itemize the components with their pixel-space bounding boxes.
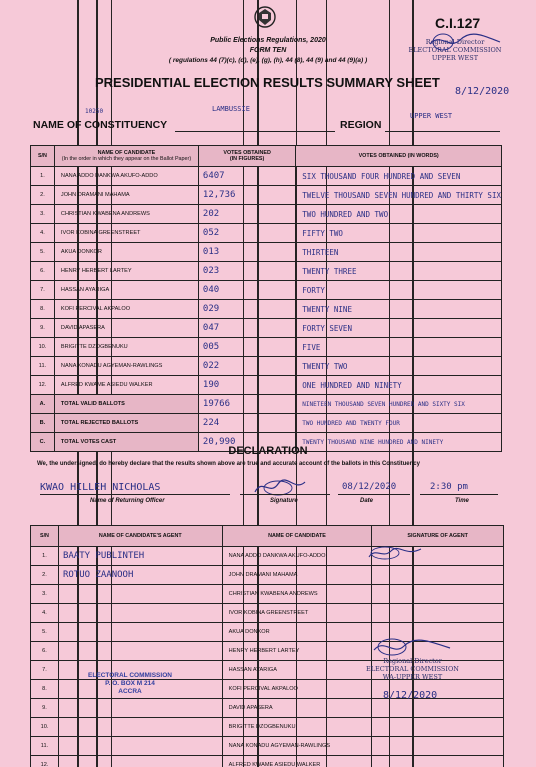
agent-sn: 11. [31, 737, 59, 756]
date-label: Date [360, 498, 374, 504]
agent-row [31, 585, 504, 604]
agent-signature-cell [372, 604, 504, 623]
agent-row [31, 737, 504, 756]
result-row [31, 243, 502, 262]
result-row [31, 262, 502, 281]
constituency-underline [175, 131, 335, 132]
total-sn: C. [31, 433, 55, 452]
agent-name [58, 623, 222, 642]
time-underline [420, 494, 498, 495]
agent-candidate: NANA KONADU AGYEMAN-RAWLINGS [222, 737, 372, 756]
regional-director-stamp: Regional Director ELECTORAL COMMISSION UPPER WEST [408, 38, 502, 62]
result-votes-words: FORTY SEVEN [296, 319, 502, 338]
agent-name [58, 737, 222, 756]
col-sn-header: S/N [31, 146, 55, 167]
result-votes-words: TWO HUNDRED AND TWO [296, 205, 502, 224]
result-sn: 2. [31, 186, 55, 205]
agent-col-signature-header: SIGNATURE OF AGENT [372, 526, 504, 547]
agent-candidate: CHRISTIAN KWABENA ANDREWS [222, 585, 372, 604]
result-votes-figures: 023 [198, 262, 295, 281]
result-sn: 4. [31, 224, 55, 243]
result-row [31, 167, 502, 186]
total-votes-words: TWO HUNDRED AND TWENTY FOUR [296, 414, 502, 433]
declaration-title: DECLARATION [228, 445, 308, 457]
officer-underline [40, 494, 230, 495]
constituency-value: LAMBUSSIE [212, 105, 250, 113]
agent-name [58, 718, 222, 737]
signature-underline [240, 494, 330, 495]
result-votes-figures: 190 [198, 376, 295, 395]
total-votes-words: TWENTY THOUSAND NINE HUNDRED AND NINETY [296, 433, 502, 452]
agent-candidate: HENRY HERBERT LARTEY [222, 642, 372, 661]
result-sn: 10. [31, 338, 55, 357]
result-votes-words: FORTY [296, 281, 502, 300]
total-votes-words: NINETEEN THOUSAND SEVEN HUNDRED AND SIXTY SIX [296, 395, 502, 414]
stamp-date: 8/12/2020 [455, 86, 510, 97]
declaration-text: We, the undersigned, do hereby declare that the results shown above are true and accurate account of the ballots in this Constituency [37, 461, 420, 467]
result-votes-words: TWELVE THOUSAND SEVEN HUNDRED AND THIRTY SIX [296, 186, 502, 205]
agent-row [31, 547, 504, 566]
results-table [30, 145, 502, 452]
result-candidate: AKUA DONKOR [54, 243, 198, 262]
result-row [31, 300, 502, 319]
result-row [31, 224, 502, 243]
ci-number: C.I.127 [435, 15, 481, 31]
result-votes-figures: 040 [198, 281, 295, 300]
result-votes-words: FIVE [296, 338, 502, 357]
result-sn: 12. [31, 376, 55, 395]
agent-col-sn-header: S/N [31, 526, 59, 547]
agent-name [58, 604, 222, 623]
result-row [31, 319, 502, 338]
result-votes-figures: 047 [198, 319, 295, 338]
result-candidate: NANA ADDO DANKWA AKUFO-ADDO [54, 167, 198, 186]
result-sn: 6. [31, 262, 55, 281]
agent-candidate: DAVID APASERA [222, 699, 372, 718]
total-votes-figures: 19766 [198, 395, 295, 414]
total-row [31, 395, 502, 414]
region-value: UPPER WEST [410, 112, 453, 120]
agent-signature-icon [365, 545, 425, 561]
result-candidate: HASSAN AYARIGA [54, 281, 198, 300]
agent-name [58, 756, 222, 767]
total-row [31, 414, 502, 433]
agent-col-candidate-header: NAME OF CANDIDATE [222, 526, 372, 547]
result-votes-figures: 013 [198, 243, 295, 262]
date-underline [338, 494, 410, 495]
agent-signature-cell [372, 718, 504, 737]
time-label: Time [455, 498, 469, 504]
agent-candidate: ALFRED KWAME ASIEDU WALKER [222, 756, 372, 767]
constituency-code: 10250 [85, 108, 104, 115]
result-votes-figures: 12,736 [198, 186, 295, 205]
result-votes-figures: 022 [198, 357, 295, 376]
result-candidate: DAVID APASERA [54, 319, 198, 338]
agent-sn: 7. [31, 661, 59, 680]
agent-candidate: JOHN DRAMANI MAHAMA [222, 566, 372, 585]
agent-signature-cell [372, 585, 504, 604]
agent-name [58, 699, 222, 718]
agent-signature-cell [372, 566, 504, 585]
agent-candidate: BRIGITTE DZOGBENUKU [222, 718, 372, 737]
agent-candidate: IVOR KOBINA GREENSTREET [222, 604, 372, 623]
total-votes-figures: 224 [198, 414, 295, 433]
agent-col-agent-header: NAME OF CANDIDATE'S AGENT [58, 526, 222, 547]
regional-director-signature-icon [370, 636, 455, 658]
director-signature-icon [425, 30, 505, 52]
result-votes-words: ONE HUNDRED AND NINETY [296, 376, 502, 395]
returning-officer-label: Name of Returning Officer [90, 498, 165, 504]
result-votes-words: TWENTY THREE [296, 262, 502, 281]
total-label: TOTAL VOTES CAST [54, 433, 198, 452]
total-sn: B. [31, 414, 55, 433]
agent-sn: 4. [31, 604, 59, 623]
result-candidate: BRIGITTE DZOGBENUKU [54, 338, 198, 357]
result-sn: 7. [31, 281, 55, 300]
result-candidate: KOFI PERCIVAL AKPALOO [54, 300, 198, 319]
result-votes-words: TWENTY TWO [296, 357, 502, 376]
col-figures-header: VOTES OBTAINED (IN FIGURES) [198, 146, 295, 167]
agent-row [31, 699, 504, 718]
total-label: TOTAL REJECTED BALLOTS [54, 414, 198, 433]
result-votes-figures: 202 [198, 205, 295, 224]
result-row [31, 357, 502, 376]
agent-sn: 1. [31, 547, 59, 566]
signature-label: Signature [270, 498, 298, 504]
result-candidate: HENRY HERBERT LARTEY [54, 262, 198, 281]
result-row [31, 186, 502, 205]
agent-candidate: AKUA DONKOR [222, 623, 372, 642]
region-label: REGION [340, 119, 382, 131]
result-candidate: NANA KONADU AGYEMAN-RAWLINGS [54, 357, 198, 376]
total-sn: A. [31, 395, 55, 414]
agent-candidate: NANA ADDO DANKWA AKUFO-ADDO [222, 547, 372, 566]
coat-of-arms-icon [252, 4, 278, 30]
result-votes-figures: 005 [198, 338, 295, 357]
agent-name [58, 642, 222, 661]
regulations-ref: ( regulations 44 (7)(c), (d), (e), (g), (h), 44 (8), 44 (9) and 44 (9)(a) ) [168, 57, 368, 64]
result-sn: 9. [31, 319, 55, 338]
col-candidate-header: NAME OF CANDIDATE (In the order in which they appear on the Ballot Paper) [54, 146, 198, 167]
agent-name: BAATY PUBLINTEH [58, 547, 222, 566]
regulations-title: Public Elections Regulations, 2020 [210, 37, 326, 44]
agent-sn: 8. [31, 680, 59, 699]
result-candidate: CHRISTIAN KWABENA ANDREWS [54, 205, 198, 224]
agent-candidate: HASSAN AYARIGA [222, 661, 372, 680]
result-votes-figures: 6407 [198, 167, 295, 186]
result-sn: 5. [31, 243, 55, 262]
agent-row [31, 718, 504, 737]
regional-director-stamp-bottom: Regional Director ELECTORAL COMMISSION WA-UPPER WEST [366, 657, 459, 681]
region-underline [385, 131, 500, 132]
total-votes-figures: 20,990 [198, 433, 295, 452]
result-sn: 8. [31, 300, 55, 319]
constituency-label: NAME OF CONSTITUENCY [33, 119, 168, 131]
agent-sn: 2. [31, 566, 59, 585]
agent-row [31, 756, 504, 767]
agent-candidate: KOFI PERCIVAL AKPALOO [222, 680, 372, 699]
declaration-date: 08/12/2020 [342, 482, 397, 492]
returning-officer-name: KWAO HILLEH NICHOLAS [40, 482, 161, 493]
result-row [31, 281, 502, 300]
result-row [31, 376, 502, 395]
ec-stamp: ELECTORAL COMMISSION P. O. BOX M 214 ACCRA [88, 672, 172, 695]
total-label: TOTAL VALID BALLOTS [54, 395, 198, 414]
col-words-header: VOTES OBTAINED (IN WORDS) [296, 146, 502, 167]
result-candidate: ALFRED KWAME ASIEDU WALKER [54, 376, 198, 395]
agent-signature-cell [372, 699, 504, 718]
result-votes-words: TWENTY NINE [296, 300, 502, 319]
result-sn: 11. [31, 357, 55, 376]
agent-row [31, 604, 504, 623]
result-votes-figures: 052 [198, 224, 295, 243]
agent-sn: 6. [31, 642, 59, 661]
result-votes-words: THIRTEEN [296, 243, 502, 262]
result-sn: 1. [31, 167, 55, 186]
result-votes-words: SIX THOUSAND FOUR HUNDRED AND SEVEN [296, 167, 502, 186]
result-candidate: IVOR KOBINA GREENSTREET [54, 224, 198, 243]
agent-name: ROTUO ZAANOOH [58, 566, 222, 585]
declaration-time: 2:30 pm [430, 482, 468, 492]
result-votes-figures: 029 [198, 300, 295, 319]
result-votes-words: FIFTY TWO [296, 224, 502, 243]
stamp-bottom-date: 8/12/2020 [383, 690, 438, 701]
agent-row [31, 566, 504, 585]
agent-signature-cell [372, 737, 504, 756]
agent-sn: 12. [31, 756, 59, 767]
agent-sn: 3. [31, 585, 59, 604]
form-title: FORM TEN [249, 47, 287, 54]
result-candidate: JOHN DRAMANI MAHAMA [54, 186, 198, 205]
main-title: PRESIDENTIAL ELECTION RESULTS SUMMARY SHEET [95, 75, 440, 90]
agent-sn: 9. [31, 699, 59, 718]
result-sn: 3. [31, 205, 55, 224]
agent-name [58, 585, 222, 604]
result-row [31, 338, 502, 357]
agent-sn: 10. [31, 718, 59, 737]
result-row [31, 205, 502, 224]
agent-signature-cell [372, 756, 504, 767]
agent-sn: 5. [31, 623, 59, 642]
